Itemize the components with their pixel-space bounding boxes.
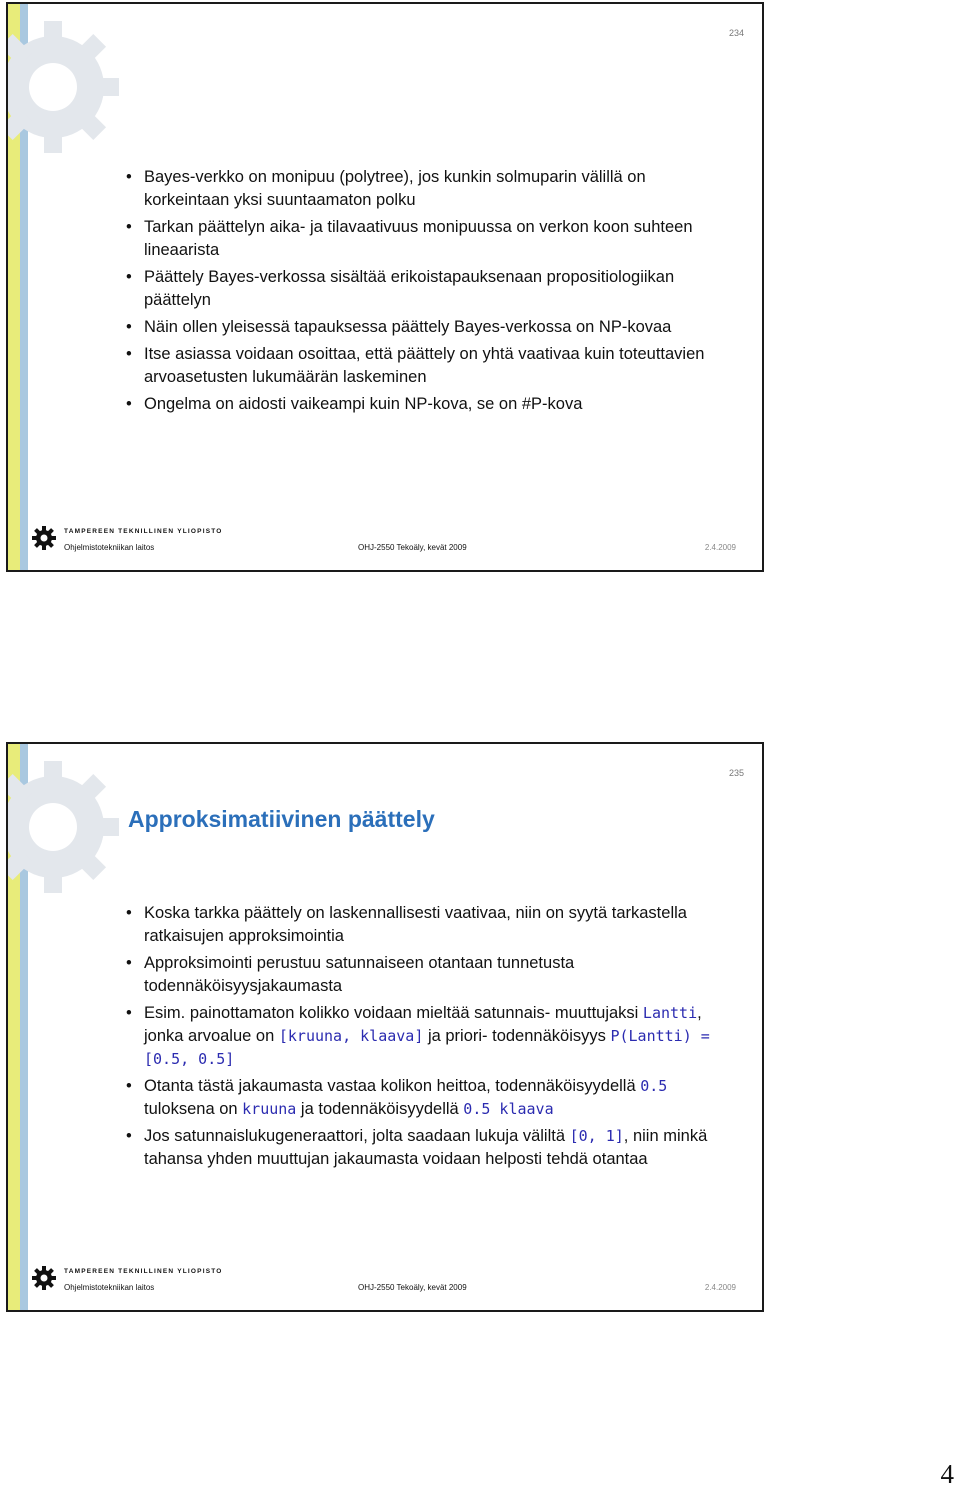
bullet-text: Otanta tästä jakaumasta vastaa kolikon heittoa, todennäköisyydellä xyxy=(144,1077,641,1095)
bullet-list xyxy=(126,166,716,420)
code-text: 0.5 xyxy=(640,1077,668,1095)
bullet-item: • Itse asiassa voidaan osoittaa, että päättely on yhtä vaativaa kuin toteuttavien arvoasetusten lukumäärän laskeminen xyxy=(126,343,716,389)
slide-date: 2.4.2009 xyxy=(704,543,736,552)
bullet-item: • Näin ollen yleisessä tapauksessa päättely Bayes-verkossa on NP-kovaa xyxy=(126,316,716,339)
university-name: TAMPEREEN TEKNILLINEN YLIOPISTO xyxy=(64,1268,223,1275)
code-text: 0.5 klaava xyxy=(463,1100,554,1118)
slide-date: 2.4.2009 xyxy=(704,1283,736,1292)
code-text: [kruuna, klaava] xyxy=(278,1027,424,1045)
gear-watermark-icon xyxy=(6,12,128,162)
code-text: [0, 1] xyxy=(569,1127,624,1145)
gear-watermark-icon xyxy=(6,752,128,902)
university-logo-icon xyxy=(32,1266,56,1290)
university-logo-icon xyxy=(32,526,56,550)
course-name: OHJ-2550 Tekoäly, kevät 2009 xyxy=(358,543,467,552)
code-text: kruuna xyxy=(242,1100,297,1118)
code-text: Lantti xyxy=(642,1004,698,1022)
slide-footer xyxy=(28,1264,742,1304)
bullet-text: , niin minkä tahansa yhden muuttujan jakaumasta voidaan helposti tehdä otantaa xyxy=(144,1127,708,1168)
bullet-item: • Päättely Bayes-verkossa sisältää erikoistapauksenaan propositiologiikan päättelyn xyxy=(126,266,716,312)
slide-title: Approksimatiivinen päättely xyxy=(128,806,435,832)
bullet-text: ja priori- todennäköisyys xyxy=(423,1027,611,1045)
bullet-item: • Approksimointi perustuu satunnaiseen otantaan tunnetusta todennäköisyysjakaumasta xyxy=(126,952,716,998)
slide-footer xyxy=(28,524,742,564)
slide-number: 234 xyxy=(728,28,744,38)
course-name: OHJ-2550 Tekoäly, kevät 2009 xyxy=(358,1283,467,1292)
bullet-list xyxy=(126,902,716,1175)
department-name: Ohjelmistotekniikan laitos xyxy=(64,543,155,552)
bullet-text: Esim. painottamaton kolikko voidaan mieltää satunnais- muuttujaksi xyxy=(144,1004,643,1022)
code-text: P(Lantti) = [0.5, 0.5] xyxy=(144,1027,710,1068)
bullet-text: , jonka arvoalue on xyxy=(144,1004,702,1045)
bullet-item xyxy=(126,1075,716,1121)
slide-235 xyxy=(6,742,764,1312)
page-number: 4 xyxy=(940,1459,954,1489)
slide-number: 235 xyxy=(728,768,744,778)
bullet-text: tuloksena on xyxy=(144,1100,243,1118)
bullet-item: • Koska tarkka päättely on laskennallisesti vaativaa, niin on syytä tarkastella ratkaisujen approksimointia xyxy=(126,902,716,948)
bullet-text: Jos satunnaislukugeneraattori, jolta saadaan lukuja väliltä xyxy=(144,1127,570,1145)
bullet-item xyxy=(126,1002,716,1071)
university-name: TAMPEREEN TEKNILLINEN YLIOPISTO xyxy=(64,528,223,535)
bullet-text: ja todennäköisyydellä xyxy=(296,1100,464,1118)
bullet-item xyxy=(126,1125,716,1171)
bullet-item: • Tarkan päättelyn aika- ja tilavaativuus monipuussa on verkon koon suhteen lineaarista xyxy=(126,216,716,262)
department-name: Ohjelmistotekniikan laitos xyxy=(64,1283,155,1292)
bullet-item: • Ongelma on aidosti vaikeampi kuin NP-kova, se on #P-kova xyxy=(126,393,716,416)
bullet-item: • Bayes-verkko on monipuu (polytree), jos kunkin solmuparin välillä on korkeintaan yksi suuntaamaton polku xyxy=(126,166,716,212)
slide-234 xyxy=(6,2,764,572)
